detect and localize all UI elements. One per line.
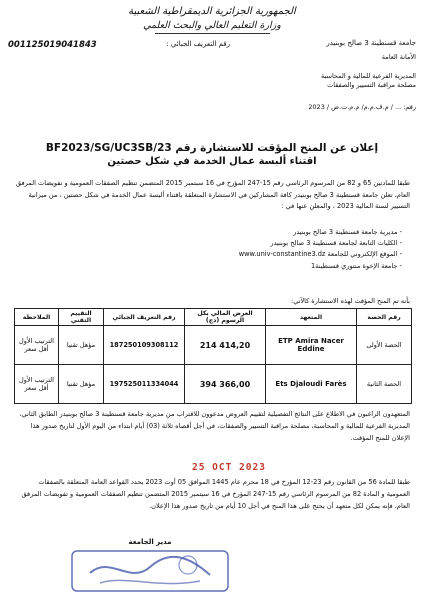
col-tax-id: رقم التعريف الجبائي xyxy=(104,309,185,326)
tax-id-cell: 187250109308112 xyxy=(104,326,185,365)
col-lot: رقم الحصة xyxy=(357,309,412,326)
award-table xyxy=(14,308,412,404)
col-bidder: المتعهد xyxy=(266,309,357,326)
table-row xyxy=(15,326,412,365)
technical-cell: مؤهل تقنيا xyxy=(59,365,104,404)
signatory-title: مدير الجامعة xyxy=(128,538,172,546)
university-name: جامعة قسنطينة 3 صالح بوبنيدر xyxy=(326,39,416,47)
ministry-title: وزارة التعليم العالي والبحث العلمي xyxy=(143,20,281,31)
header-divider xyxy=(155,33,270,34)
lot-cell: الحصة الأولى xyxy=(357,326,412,365)
tax-id-cell: 197525011334044 xyxy=(104,365,185,404)
intro-paragraph: طبقا للمادتين 65 و 82 من المرسوم الرئاسي رقم 15-247 المؤرخ في 16 سبتمبر 2015 المتضمن تنظيم الصفقات العمومية و تفويضات المرفق العام، تعلن جامعة قسنطينة 3 صالح بوبنيدر كافة المشاركين في الاستشارة المتعلقة باقتناء ألبسة عمال الخدمة في شكل حصتين ، من ميزانية التسيير لسنة المالية 2023 ، والمعلن عنها في : xyxy=(16,179,410,210)
official-stamp-icon xyxy=(70,545,230,595)
bidder-cell: Ets Djaloudi Farès xyxy=(266,365,357,404)
col-remark: الملاحظة xyxy=(15,309,59,326)
subdirectorate: المديرية الفرعية للمالية و المحاسبة xyxy=(321,72,416,80)
bidder-cell: ETP Amira Nacer Eddine xyxy=(266,326,357,365)
service-name: مصلحة مراقبة التسيير والصفقات xyxy=(327,81,416,89)
secretariat: الأمانة العامة xyxy=(381,53,416,61)
table-row xyxy=(15,365,412,404)
reference-number: رقم: ... / م.ف.م.م/ م.م.ت.ص / 2023 xyxy=(308,103,416,111)
tax-id-label: رقم التعريف الجبائي : xyxy=(166,40,230,48)
tax-id: 001125019041843 xyxy=(8,40,97,50)
remark-cell: الترتيب الأول أقل سعر xyxy=(15,365,59,404)
list-item: - مديرية جامعة قسنطينة 3 صالح بوبنيدر xyxy=(102,227,402,238)
publication-list xyxy=(102,227,402,272)
notice-subtitle: اقتناء ألبسة عمال الخدمة في شكل حصتين xyxy=(107,156,317,167)
table-header-row xyxy=(15,309,412,326)
remark-cell: الترتيب الأول أقل سعر xyxy=(15,326,59,365)
technical-cell: مؤهل تقنيا xyxy=(59,326,104,365)
list-item: - الموقع الإلكتروني للجامعة www.univ-constantine3.dz xyxy=(102,249,402,260)
appeal-paragraph: طبقا للمادة 56 من القانون رقم 23-12 المؤرخ في 18 محرم عام 1445 الموافق 05 أوت 2023 يحدد القواعد العامة المتعلقة بالصفقات العمومية و المادة 82 من المرسوم الرئاسي رقم 15-247 المؤرخ في 16 سبتمبر 2015 المتضمن تنظيم الصفقات العمومية و تفويضات المرفق العام، فإنه يمكن لكل متعهد أن يحتج على هذا المنح في أجل 10 أيام من تاريخ صدور هذا الإعلان. xyxy=(21,478,410,510)
col-technical: التقييم التقني xyxy=(59,309,104,326)
offer-cell: 394 366,00 xyxy=(185,365,266,404)
republic-title: الجمهورية الجزائرية الديمقراطية الشعبية xyxy=(128,6,296,17)
results-paragraph: المتعهدون الراغبون في الاطلاع على النتائج التفصيلية لتقييم العروض مدعوون للاقتراب من مديرية جامعة قسنطينة 3 صالح بوبنيدر الطابق الثاني، المديرية الفرعية للمالية و المحاسبة، مصلحة مراقبة التسيير والصفقات، في أجل أقصاه ثلاثة (03) أيام ابتداء من اليوم الأول لتاريخ صدور هذا الإعلان للمنح المؤقت. xyxy=(19,410,410,442)
lot-cell: الحصة الثانية xyxy=(357,365,412,404)
offer-cell: 214 414,20 xyxy=(185,326,266,365)
col-offer: العرض المالي بكل الرسوم (دج) xyxy=(185,309,266,326)
list-item: - الكليات التابعة لجامعة قسنطينة 3 صالح بوبنيدر xyxy=(102,238,402,249)
list-item: - جامعة الإخوة منتوري قسنطينة1 xyxy=(102,261,402,272)
table-caption: بأنه تم المنح المؤقت لهذه الاستشارة كالآتي: xyxy=(291,297,410,305)
date-stamp: 25 OCT 2023 xyxy=(192,462,266,473)
notice-title: إعلان عن المنح المؤقت للاستشارة رقم BF2023/SG/UC3SB/23 xyxy=(45,142,379,154)
